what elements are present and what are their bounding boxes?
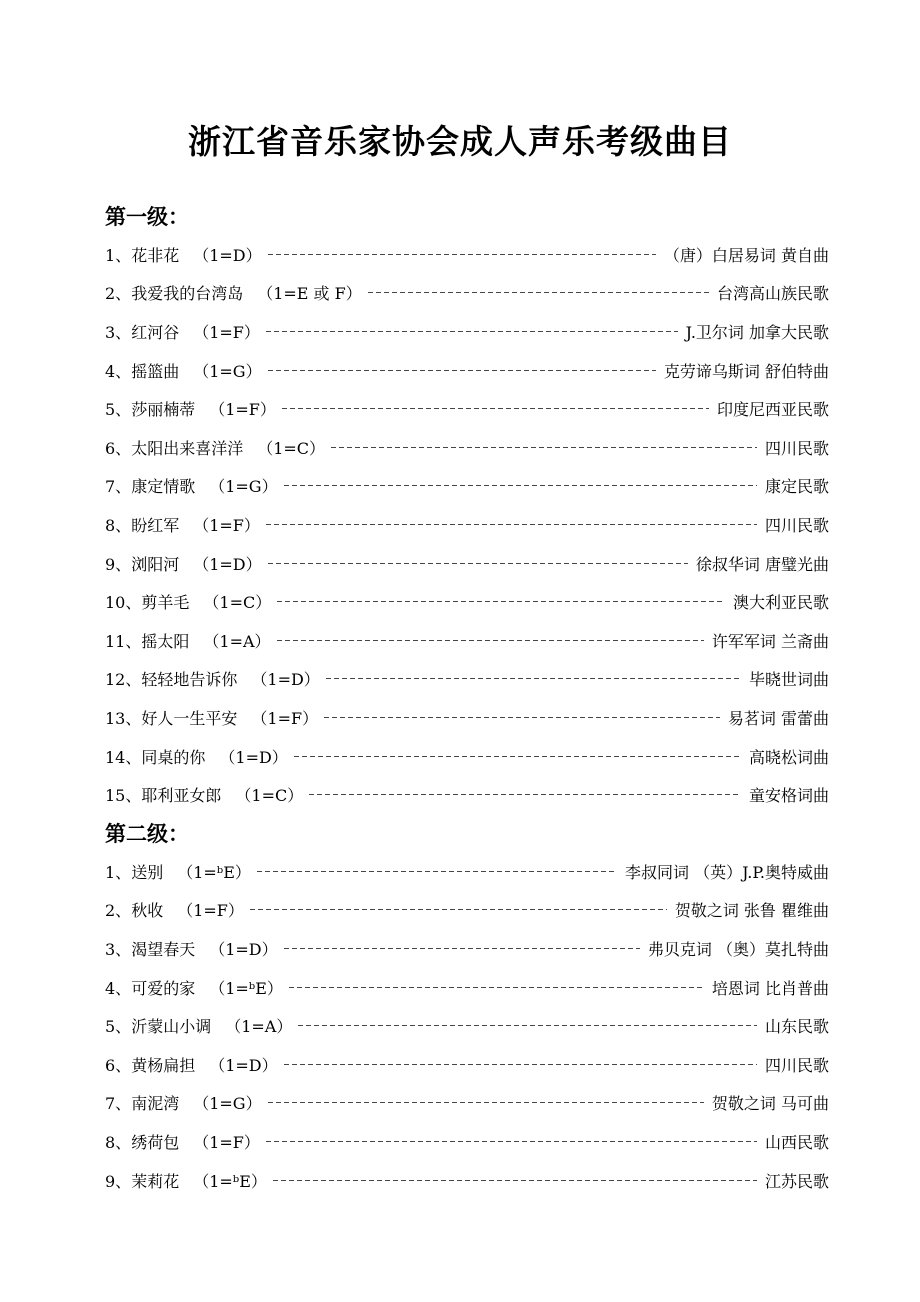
song-row — [105, 891, 829, 930]
song-row — [105, 621, 829, 660]
document-title: 浙江省音乐家协会成人声乐考级曲目 — [188, 122, 732, 161]
song-name: 茉莉花 — [131, 1171, 180, 1191]
song-name: 南泥湾 — [131, 1094, 180, 1114]
song-key: （1=F） — [193, 1132, 260, 1152]
song-number: 7、 — [105, 1094, 132, 1114]
song-key: （1=C） — [235, 786, 304, 806]
song-row — [105, 698, 829, 737]
song-row — [105, 1084, 829, 1123]
song-key: （1=ᵇE） — [177, 862, 251, 882]
song-row — [105, 389, 829, 428]
song-number: 13、 — [105, 708, 142, 728]
song-name: 莎丽楠蒂 — [131, 400, 196, 420]
song-number: 15、 — [105, 786, 142, 806]
song-row — [105, 582, 829, 621]
song-credit: 克劳谛乌斯词 舒伯特曲 — [663, 361, 829, 381]
dotted-leader — [277, 601, 725, 602]
song-number: 1、 — [105, 862, 132, 882]
dotted-leader — [268, 1102, 704, 1103]
song-number: 4、 — [105, 361, 132, 381]
song-row — [105, 775, 829, 814]
dotted-leader — [284, 1064, 757, 1065]
song-number: 3、 — [105, 322, 132, 342]
dotted-leader — [289, 987, 704, 988]
song-name: 我爱我的台湾岛 — [131, 284, 244, 304]
level-1-section — [105, 199, 829, 814]
dotted-leader — [368, 292, 709, 293]
song-number: 11、 — [105, 631, 142, 651]
dotted-leader — [273, 1180, 757, 1181]
song-number: 1、 — [105, 245, 132, 265]
song-number: 5、 — [105, 1017, 132, 1037]
song-key: （1=G） — [193, 1094, 262, 1114]
song-number: 4、 — [105, 978, 132, 998]
dotted-leader — [268, 563, 688, 564]
song-name: 浏阳河 — [131, 554, 180, 574]
level-heading: 第一级： — [105, 205, 189, 229]
song-key: （1=F） — [251, 708, 319, 728]
song-row — [105, 1161, 829, 1200]
song-credit: 印度尼西亚民歌 — [716, 400, 829, 420]
dotted-leader — [331, 447, 757, 448]
dotted-leader — [266, 331, 678, 332]
song-row — [105, 852, 829, 891]
song-name: 同桌的你 — [141, 747, 206, 767]
song-credit: 高晓松词曲 — [748, 747, 829, 767]
song-key: （1=A） — [225, 1017, 293, 1037]
song-key: （1=D） — [251, 670, 320, 690]
song-key: （1=D） — [193, 245, 262, 265]
song-row — [105, 1006, 829, 1045]
song-key: （1=C） — [203, 593, 272, 613]
dotted-leader — [284, 485, 757, 486]
song-row — [105, 929, 829, 968]
song-credit: 培恩词 比肖普曲 — [711, 978, 829, 998]
song-key: （1=F） — [193, 322, 260, 342]
song-name: 红河谷 — [131, 322, 180, 342]
song-key: （1=G） — [193, 361, 262, 381]
song-credit: 四川民歌 — [764, 515, 829, 535]
song-credit: J.卫尔词 加拿大民歌 — [685, 322, 829, 342]
song-key: （1=F） — [209, 400, 276, 420]
song-name: 康定情歌 — [131, 477, 196, 497]
song-row — [105, 968, 829, 1007]
dotted-leader — [266, 1141, 757, 1142]
dotted-leader — [277, 640, 704, 641]
song-credit: 四川民歌 — [764, 438, 829, 458]
song-number: 7、 — [105, 477, 132, 497]
song-row — [105, 1122, 829, 1161]
song-name: 渴望春天 — [131, 939, 196, 959]
song-key: （1=C） — [257, 438, 326, 458]
song-name: 花非花 — [131, 245, 180, 265]
song-credit: 山东民歌 — [764, 1017, 829, 1037]
song-row — [105, 428, 829, 467]
song-name: 轻轻地告诉你 — [141, 670, 238, 690]
dotted-leader — [282, 408, 709, 409]
dotted-leader — [268, 254, 656, 255]
song-name: 绣荷包 — [131, 1132, 180, 1152]
song-key: （1=F） — [177, 901, 244, 921]
song-credit: 四川民歌 — [764, 1055, 829, 1075]
song-key: （1=A） — [203, 631, 271, 651]
song-number: 14、 — [105, 747, 142, 767]
dotted-leader — [266, 524, 757, 525]
song-row — [105, 274, 829, 313]
dotted-leader — [268, 370, 656, 371]
song-name: 耶利亚女郎 — [141, 786, 222, 806]
song-number: 5、 — [105, 400, 132, 420]
song-name: 剪羊毛 — [141, 593, 190, 613]
level-heading: 第二级： — [105, 822, 189, 846]
song-number: 2、 — [105, 901, 132, 921]
song-credit: （唐）白居易词 黄自曲 — [663, 245, 829, 265]
song-key: （1=G） — [209, 477, 278, 497]
song-key: （1=D） — [209, 939, 278, 959]
song-credit: 易茗词 雷蕾曲 — [727, 708, 829, 728]
song-row — [105, 1045, 829, 1084]
song-number: 6、 — [105, 438, 132, 458]
song-name: 摇太阳 — [141, 631, 190, 651]
song-credit: 毕晓世词曲 — [748, 670, 829, 690]
song-key: （1=D） — [193, 554, 262, 574]
song-row — [105, 737, 829, 776]
song-name: 沂蒙山小调 — [131, 1017, 212, 1037]
song-key: （1=F） — [193, 515, 260, 535]
song-credit: 贺敬之词 张鲁 瞿维曲 — [674, 901, 829, 921]
song-row — [105, 467, 829, 506]
dotted-leader — [298, 1025, 757, 1026]
song-key: （1=E 或 F） — [257, 284, 362, 304]
song-credit: 江苏民歌 — [764, 1171, 829, 1191]
song-credit: 童安格词曲 — [748, 786, 829, 806]
song-key: （1=ᵇE） — [209, 978, 283, 998]
song-credit: 台湾高山族民歌 — [716, 284, 829, 304]
song-row — [105, 312, 829, 351]
song-number: 9、 — [105, 554, 132, 574]
song-name: 太阳出来喜洋洋 — [131, 438, 244, 458]
song-number: 2、 — [105, 284, 132, 304]
song-row — [105, 660, 829, 699]
dotted-leader — [257, 871, 617, 872]
song-credit: 澳大利亚民歌 — [732, 593, 829, 613]
song-row — [105, 351, 829, 390]
song-row — [105, 505, 829, 544]
song-credit: 贺敬之词 马可曲 — [711, 1094, 829, 1114]
song-number: 8、 — [105, 515, 132, 535]
song-credit: 山西民歌 — [764, 1132, 829, 1152]
song-credit: 许军军词 兰斋曲 — [711, 631, 829, 651]
song-credit: 康定民歌 — [764, 477, 829, 497]
song-number: 6、 — [105, 1055, 132, 1075]
song-name: 好人一生平安 — [141, 708, 238, 728]
song-row — [105, 544, 829, 583]
dotted-leader — [309, 794, 741, 795]
song-row — [105, 235, 829, 274]
song-number: 9、 — [105, 1171, 132, 1191]
song-credit: 弗贝克词 （奥）莫扎特曲 — [647, 939, 829, 959]
dotted-leader — [324, 717, 720, 718]
dotted-leader — [294, 756, 741, 757]
song-name: 盼红军 — [131, 515, 180, 535]
song-number: 3、 — [105, 939, 132, 959]
song-credit: 李叔同词 （英）J.P.奥特威曲 — [625, 862, 829, 882]
dotted-leader — [284, 948, 640, 949]
dotted-leader — [326, 678, 741, 679]
dotted-leader — [250, 909, 667, 910]
song-name: 秋收 — [131, 901, 164, 921]
song-number: 12、 — [105, 670, 142, 690]
song-credit: 徐叔华词 唐璧光曲 — [695, 554, 829, 574]
song-name: 可爱的家 — [131, 978, 196, 998]
song-key: （1=ᵇE） — [193, 1171, 267, 1191]
level-2-section — [105, 816, 829, 1199]
song-name: 黄杨扁担 — [131, 1055, 196, 1075]
song-number: 10、 — [105, 593, 142, 613]
song-key: （1=D） — [219, 747, 288, 767]
song-key: （1=D） — [209, 1055, 278, 1075]
song-name: 摇篮曲 — [131, 361, 180, 381]
song-number: 8、 — [105, 1132, 132, 1152]
song-name: 送别 — [131, 862, 164, 882]
